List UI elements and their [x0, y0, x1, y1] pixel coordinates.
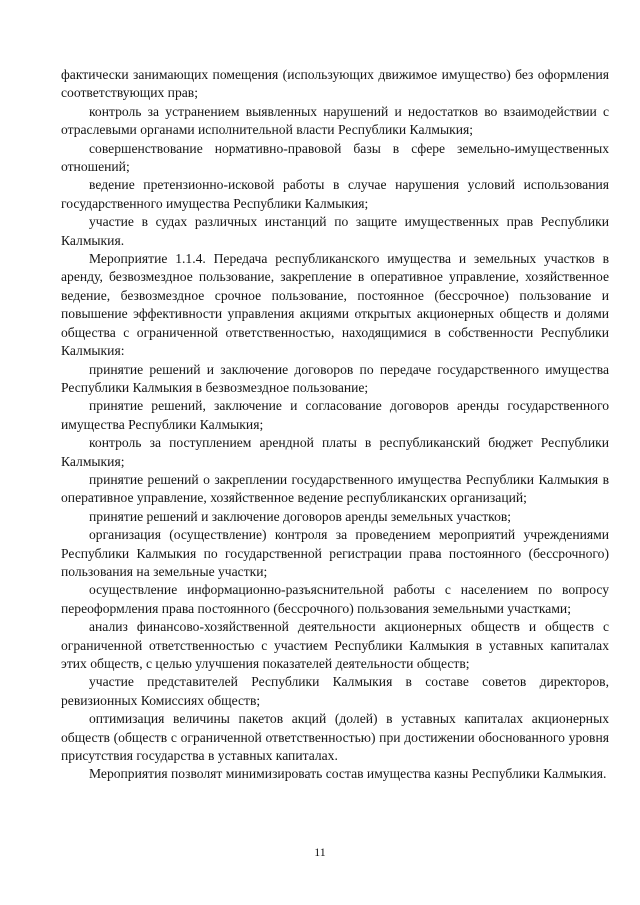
- paragraph-legal-base: совершенствование нормативно-правовой базы в сфере земельно-имущественных отношений;: [61, 140, 609, 175]
- paragraph-measure-1-1-4: Мероприятие 1.1.4. Передача республиканского имущества и земельных участков в аренду, безвозмездное пользование, закрепление в оперативное управление, хозяйственное ведение, безвозмездное срочное пользование, постоянное (бессрочное) пользование и повышение эффективности управления акциями открытых акционерных обществ и долями общества с ограниченной ответственностью, находящимися в собственности Республики Калмыкия:: [61, 251, 609, 359]
- paragraph-court-participation: участие в судах различных инстанций по защите имущественных прав Республики Калмыкия.: [61, 214, 609, 248]
- paragraph-registration-control: организация (осуществление) контроля за проведением мероприятий учреждениями Республики Калмыкия по государственной регистрации права постоянного (бессрочного) пользования на земельные участки;: [61, 527, 609, 579]
- paragraph-board-representatives: участие представителей Республики Калмыкия в составе советов директоров, ревизионных Комиссиях обществ;: [61, 674, 609, 708]
- body-text: [61, 66, 609, 784]
- paragraph-claims-work: ведение претензионно-исковой работы в случае нарушения условий использования государственного имущества Республики Калмыкия;: [61, 177, 609, 211]
- paragraph-financial-analysis: анализ финансово-хозяйственной деятельности акционерных обществ и обществ с ограниченной ответственностью с участием Республики Калмыкия в уставных капиталах этих обществ, с целью улучшения показателей деятельности обществ;: [61, 619, 609, 671]
- paragraph-operational-management: принятие решений о закреплении государственного имущества Республики Калмыкия в оперативное управление, хозяйственное ведение республиканских организаций;: [61, 471, 609, 506]
- paragraph-land-lease: принятие решений и заключение договоров аренды земельных участков;: [89, 508, 512, 524]
- paragraph-lease-agreements: принятие решений, заключение и согласование договоров аренды государственного имущества Республики Калмыкия;: [61, 398, 609, 432]
- paragraph-control-violations: контроль за устранением выявленных нарушений и недостатков во взаимодействии с отраслевыми органами исполнительной власти Республики Калмыкия;: [61, 103, 609, 138]
- paragraph-free-use-decisions: принятие решений и заключение договоров по передаче государственного имущества Республики Калмыкия в безвозмездное пользование;: [61, 361, 609, 395]
- paragraph-conclusion: Мероприятия позволят минимизировать состав имущества казны Республики Калмыкия.: [89, 766, 607, 782]
- paragraph-rent-control: контроль за поступлением арендной платы в республиканский бюджет Республики Калмыкия;: [61, 435, 609, 469]
- paragraph-continuation: фактически занимающих помещения (использующих движимое имущество) без оформления соответствующих прав;: [61, 67, 609, 101]
- page-number: 11: [314, 845, 326, 859]
- paragraph-outreach-work: осуществление информационно-разъяснительной работы с населением по вопросу переоформления права постоянного (бессрочного) пользования земельными участками;: [61, 582, 609, 616]
- paragraph-share-optimization: оптимизация величины пакетов акций (долей) в уставных капиталах акционерных обществ (обществ с ограниченной ответственностью) при достижении обоснованного уровня присутствия государства в уставных капиталах.: [61, 711, 609, 764]
